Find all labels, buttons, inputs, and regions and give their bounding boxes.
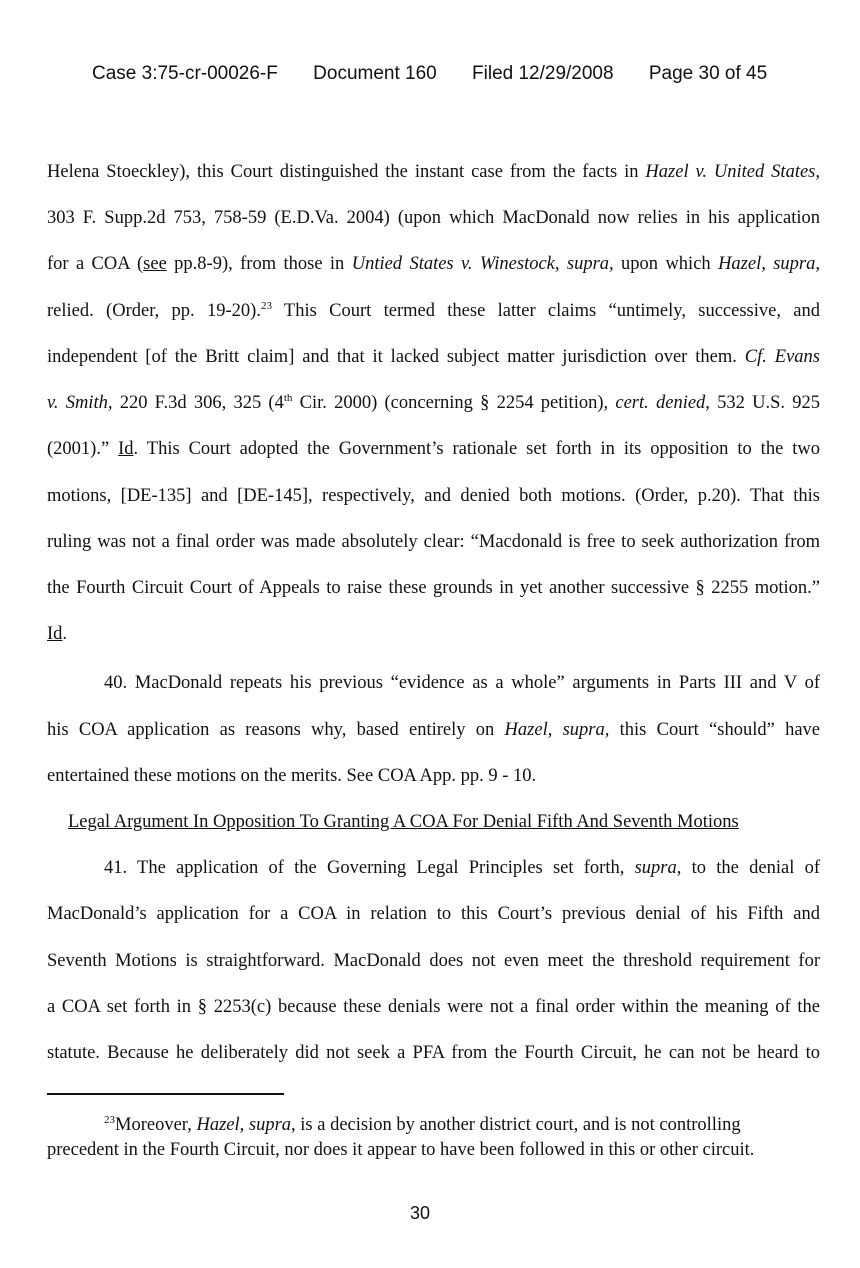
section-heading: Legal Argument In Opposition To Granting A COA For Denial Fifth And Seventh Motions — [68, 812, 739, 832]
text-line: Helena Stoeckley), this Court distinguished the instant case from the facts in Hazel v. United States, — [47, 162, 820, 182]
text-line: v. Smith, 220 F.3d 306, 325 (4th Cir. 2000) (concerning § 2254 petition), cert. denied, 532 U.S. 925 — [47, 391, 821, 413]
page-count: Page 30 of 45 — [648, 63, 768, 84]
text-line: motions, [DE-135] and [DE-145], respectively, and denied both motions. (Order, p.20). That this — [47, 486, 820, 506]
case-number: Case 3:75-cr-00026-F — [92, 63, 278, 84]
text-line: Id. — [47, 624, 68, 644]
text-line: ruling was not a final order was made absolutely clear: “Macdonald is free to seek authorization from — [47, 532, 820, 552]
page-number: 30 — [410, 1203, 431, 1223]
text-line: 41. The application of the Governing Legal Principles set forth, supra, to the denial of — [104, 858, 820, 878]
footnote-divider — [47, 1093, 284, 1095]
text-line: a COA set forth in § 2253(c) because these denials were not a final order within the meaning of the — [47, 997, 820, 1017]
text-line: precedent in the Fourth Circuit, nor does it appear to have been followed in this or other circuit. — [47, 1140, 755, 1160]
text-line: relied. (Order, pp. 19-20).$^{23}$ This Court termed these latter claims “untimely, successive, and — [47, 299, 820, 321]
text-line: (2001).” Id. This Court adopted the Government’s rationale set forth in its opposition to the two — [47, 439, 820, 459]
text-line: statute. Because he deliberately did not seek a PFA from the Fourth Circuit, he can not be heard to — [47, 1043, 820, 1063]
text-line: for a COA (see pp.8-9), from those in Untied States v. Winestock, supra, upon which Hazel, supra, — [47, 254, 821, 274]
document-number: Document 160 — [313, 63, 437, 84]
text-line: the Fourth Circuit Court of Appeals to raise these grounds in yet another successive § 2255 motion.” — [47, 578, 820, 598]
court-filing-header — [92, 63, 792, 85]
text-line: entertained these motions on the merits. See COA App. pp. 9 - 10. — [47, 766, 537, 786]
text-line: Seventh Motions is straightforward. MacDonald does not even meet the threshold requirement for — [47, 951, 820, 971]
text-line: independent [of the Britt claim] and that it lacked subject matter jurisdiction over them. Cf. Evans — [47, 347, 820, 367]
filed-date: Filed 12/29/2008 — [472, 63, 614, 84]
text-line: $^{23}$Moreover, Hazel, supra, is a decision by another district court, and is not controlling — [104, 1113, 741, 1135]
text-line: 40. MacDonald repeats his previous “evidence as a whole” arguments in Parts III and V of — [104, 673, 820, 693]
footnote-number: 23 — [104, 1113, 115, 1126]
text-line: MacDonald’s application for a COA in relation to this Court’s previous denial of his Fifth and — [47, 904, 820, 924]
text-line: 303 F. Supp.2d 753, 758-59 (E.D.Va. 2004) (upon which MacDonald now relies in his application — [47, 208, 820, 228]
text-line: his COA application as reasons why, based entirely on Hazel, supra, this Court “should” have — [47, 720, 820, 740]
footnote-ref: 23 — [260, 299, 272, 312]
